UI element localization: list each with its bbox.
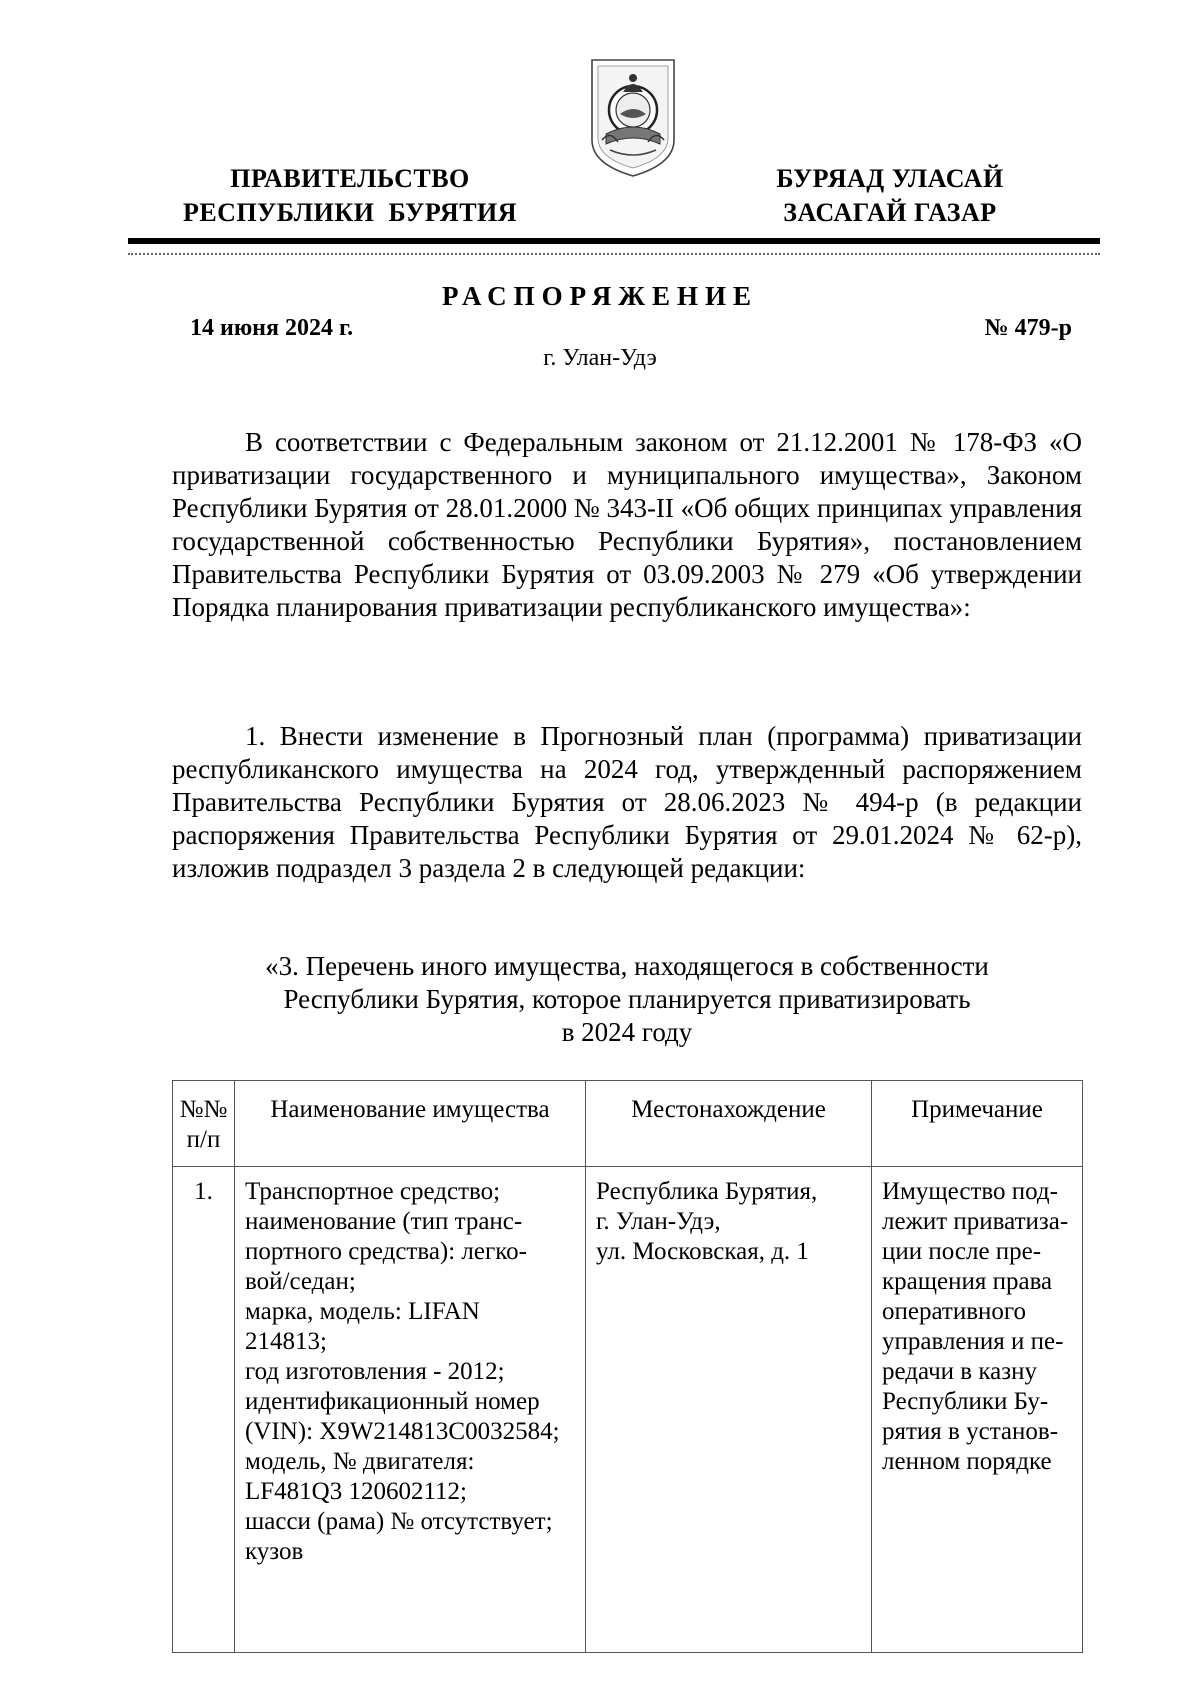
- table-header-row: [173, 1081, 1083, 1167]
- note-line: рятия в установ-: [882, 1418, 1059, 1445]
- location-line: Республика Бурятия,: [596, 1178, 818, 1205]
- name-line: LF481Q3 120602112;: [245, 1478, 467, 1505]
- location-line: г. Улан-Удэ,: [596, 1208, 721, 1235]
- note-line: лежит приватиза-: [882, 1208, 1069, 1235]
- header-num-line-1: №№: [179, 1096, 228, 1123]
- document-type-title: РАСПОРЯЖЕНИЕ: [441, 281, 759, 311]
- name-line: Транспортное средство;: [245, 1178, 501, 1205]
- header-num: [173, 1081, 235, 1167]
- row-location: [586, 1167, 872, 1653]
- coat-of-arms-icon: [588, 56, 678, 180]
- table-row: [173, 1167, 1083, 1653]
- name-line: вой/седан;: [245, 1268, 356, 1295]
- name-line: портного средства): легко-: [245, 1238, 527, 1265]
- note-line: ции после пре-: [882, 1238, 1042, 1265]
- org-right-line-2: ЗАСАГАЙ ГАЗАР: [783, 198, 997, 227]
- header-num-line-2: п/п: [186, 1126, 221, 1153]
- note-line: редачи в казну: [882, 1358, 1037, 1385]
- preamble-paragraph: В соответствии с Федеральным законом от 21.12.2001 № 178-ФЗ «О приватизации государственного и муниципального имущества», Законом Республики Бурятия от 28.01.2000 № 343-II «Об общих принципах управления государственной собственностью Республики Бурятия», постановлением Правительства Республики Бурятия от 03.09.2003 № 279 «Об утверждении Порядка планирования приватизации республиканского имущества»:: [172, 427, 1082, 622]
- note-line: оперативного: [882, 1298, 1027, 1325]
- org-left-line-2: РЕСПУБЛИКИ БУРЯТИЯ: [182, 198, 518, 227]
- row-note: [872, 1167, 1083, 1653]
- section-heading: [172, 950, 1082, 1049]
- note-line: управления и пе-: [882, 1328, 1064, 1355]
- org-name-russian: [160, 162, 540, 230]
- row-num: 1.: [173, 1167, 235, 1653]
- org-left-line-1: ПРАВИТЕЛЬСТВО: [230, 164, 470, 193]
- note-line: Республики Бу-: [882, 1388, 1049, 1415]
- header-divider-thin: [128, 253, 1100, 255]
- property-table: [172, 1080, 1083, 1653]
- name-line: марка, модель: LIFAN: [245, 1298, 480, 1325]
- note-line: ленном порядке: [882, 1448, 1052, 1475]
- name-line: (VIN): X9W214813C0032584;: [245, 1418, 560, 1445]
- section-heading-line-2: Республики Бурятия, которое планируется приватизировать: [283, 984, 971, 1014]
- name-line: модель, № двигателя:: [245, 1448, 475, 1475]
- location-line: ул. Московская, д. 1: [596, 1238, 809, 1265]
- note-line: кращения права: [882, 1268, 1053, 1295]
- clause-1-paragraph: 1. Внести изменение в Прогнозный план (программа) приватизации республиканского имущества на 2024 год, утвержденный распоряжением Правительства Республики Бурятия от 28.06.2023 № 494-р (в редакции распоряжения Правительства Республики Бурятия от 29.01.2024 № 62-р), изложив подраздел 3 раздела 2 в следующей редакции:: [172, 721, 1082, 883]
- section-heading-line-1: «3. Перечень иного имущества, находящегося в собственности: [265, 951, 989, 981]
- document-number: № 479-р: [984, 315, 1072, 341]
- header-location: Местонахождение: [586, 1081, 872, 1167]
- org-right-line-1: БУРЯАД УЛАСАЙ: [776, 164, 1004, 193]
- name-line: кузов: [245, 1538, 304, 1565]
- name-line: идентификационный номер: [245, 1388, 540, 1415]
- name-line: наименование (тип транс-: [245, 1208, 523, 1235]
- header-divider-thick: [128, 238, 1100, 244]
- name-line: шасси (рама) № отсутствует;: [245, 1508, 553, 1535]
- section-heading-line-3: в 2024 году: [561, 1017, 693, 1047]
- document-city: г. Улан-Удэ: [543, 345, 657, 371]
- header-name: Наименование имущества: [235, 1081, 586, 1167]
- note-line: Имущество под-: [882, 1178, 1058, 1205]
- document-date: 14 июня 2024 г.: [190, 315, 354, 341]
- row-name: [235, 1167, 586, 1653]
- header-note: Примечание: [872, 1081, 1083, 1167]
- name-line: 214813;: [245, 1328, 327, 1355]
- name-line: год изготовления - 2012;: [245, 1358, 505, 1385]
- org-name-buryat: [740, 162, 1040, 230]
